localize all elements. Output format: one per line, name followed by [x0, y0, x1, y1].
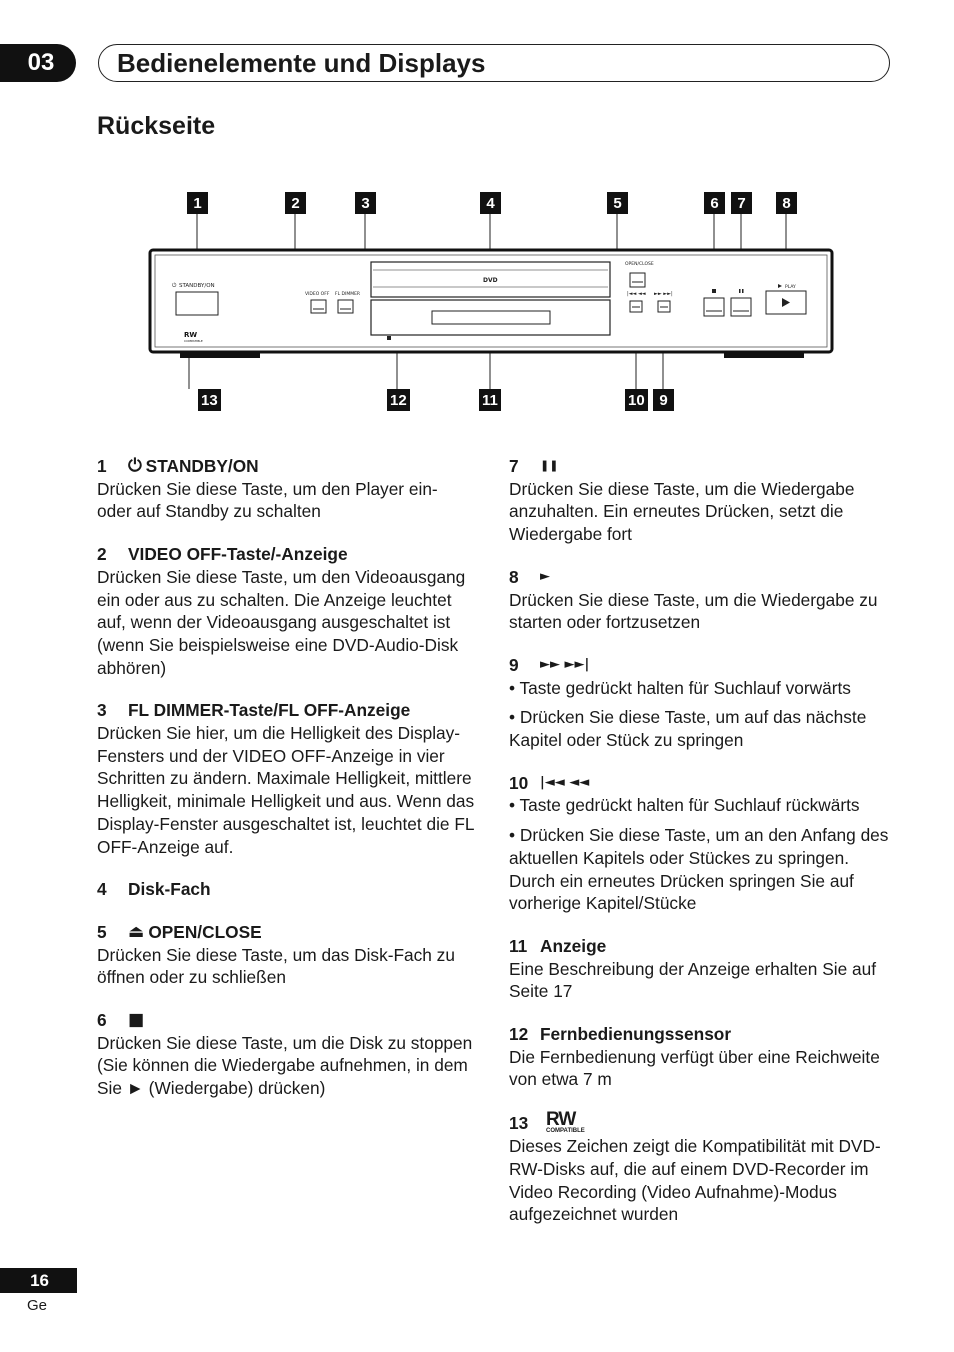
item-text: • Drücken Sie diese Taste, um auf das nächste Kapitel oder Stück zu springen: [509, 707, 867, 751]
item-text: Dieses Zeichen zeigt die Kompatibilität mit DVD-RW-Disks auf, die auf einem DVD-Recorder im Video Recording (Video Aufnahme)-Modus aufgezeichnet wurden: [509, 1136, 881, 1225]
item-text: • Taste gedrückt halten für Suchlauf vorwärts: [509, 677, 851, 698]
left-column: [97, 455, 477, 1120]
item-number: 7: [509, 456, 519, 476]
item-7: [509, 455, 899, 546]
item-title: Anzeige: [540, 935, 607, 956]
item-text: Die Fernbedienung verfügt über eine Reichweite von etwa 7 m: [509, 1046, 880, 1090]
item-text: • Drücken Sie diese Taste, um an den Anfang des aktuellen Kapitels oder Stückes zu springen. Durch ein erneutes Drücken springen Sie auf vorherige Kapitel/Stücke: [509, 825, 889, 914]
section-title: Rückseite: [97, 112, 216, 140]
language-code: Ge: [27, 1297, 48, 1314]
item-title: Fernbedienungssensor: [540, 1024, 732, 1045]
callout-3: 3: [355, 192, 376, 214]
callout-4: 4: [480, 192, 501, 214]
item-text: Eine Beschreibung der Anzeige erhalten Sie auf Seite 17: [509, 958, 876, 1002]
right-column: [509, 455, 899, 1246]
item-5: [97, 921, 477, 989]
item-10: [509, 772, 899, 915]
label-standby: STANDBY/ON: [179, 283, 215, 289]
page-number: 16: [0, 1268, 77, 1293]
dvd-player-front-panel: [0, 0, 954, 440]
eject-icon: ⏏: [128, 921, 145, 942]
item-number: 6: [97, 1010, 107, 1031]
item-number: 3: [97, 700, 107, 721]
item-4: [97, 878, 477, 901]
item-title: OPEN/CLOSE: [148, 921, 262, 942]
item-title: FL DIMMER-Taste/FL OFF-Anzeige: [128, 700, 411, 721]
item-text: Drücken Sie diese Taste, um die Wiedergabe zu starten oder fortzusetzen: [509, 589, 878, 633]
item-12: [509, 1023, 899, 1091]
item-2: [97, 543, 477, 679]
pause-icon: ❚❚: [540, 459, 559, 472]
item-title: Disk-Fach: [128, 879, 211, 900]
callout-1: 1: [187, 192, 208, 214]
item-8: [509, 566, 899, 634]
callout-7: 7: [731, 192, 752, 214]
rw-logo-sub: COMPATIBLE: [184, 339, 203, 343]
item-title: VIDEO OFF-Taste/-Anzeige: [128, 544, 348, 565]
item-number: 12: [509, 1024, 529, 1045]
item-text: Drücken Sie diese Taste, um die Wiedergabe anzuhalten. Ein erneutes Drücken, setzt die Wiedergabe fort: [509, 478, 855, 545]
item-text: • Taste gedrückt halten für Suchlauf rückwärts: [509, 795, 860, 816]
item-number: 8: [509, 566, 519, 587]
item-3: [97, 699, 477, 858]
dvd-logo: DVD: [483, 277, 498, 284]
callout-10: 10: [625, 389, 648, 411]
item-number: 5: [97, 921, 107, 942]
label-open-close: OPEN/CLOSE: [625, 262, 654, 267]
callout-5: 5: [607, 192, 628, 214]
svg-text:|◄◄ ◄◄: |◄◄ ◄◄: [627, 291, 646, 297]
rw-logo: RW: [184, 331, 198, 339]
item-13: [509, 1111, 899, 1226]
item-text: Drücken Sie diese Taste, um den Player ein- oder auf Standby zu schalten: [97, 478, 438, 522]
item-number: 13: [509, 1112, 529, 1133]
item-6: [97, 1009, 477, 1100]
svg-text:⏻: ⏻: [172, 283, 177, 289]
item-text: Drücken Sie diese Taste, um den Videoausgang ein oder aus zu schalten. Die Anzeige leuchtet auf, wenn der Videoausgang ausgeschaltet ist (wenn Sie beispielsweise eine DVD-Audio-Disk abhören): [97, 566, 466, 678]
item-number: 4: [97, 879, 107, 900]
item-text: Drücken Sie diese Taste, um das Disk-Fach zu öffnen oder zu schließen: [97, 944, 455, 988]
item-title: STANDBY/ON: [145, 456, 259, 476]
item-number: 9: [509, 654, 519, 675]
item-text: Drücken Sie diese Taste, um die Disk zu stoppen (Sie können die Wiedergabe aufnehmen, in dem Sie ► (Wiedergabe) drücken): [97, 1032, 473, 1099]
callout-12: 12: [387, 389, 410, 411]
chapter-title: Bedienelemente und Displays: [117, 47, 486, 78]
label-play: PLAY: [785, 285, 796, 290]
stop-icon: ■: [128, 1010, 145, 1031]
power-icon: ⏻: [128, 456, 142, 476]
rw-compatible-logo: [546, 1111, 585, 1135]
callout-9: 9: [653, 389, 674, 411]
rw-logo-sub: COMPATIBLE: [546, 1128, 585, 1135]
label-video-off: VIDEO OFF: [305, 292, 330, 297]
item-number: 2: [97, 544, 107, 565]
play-icon: ►: [540, 568, 550, 584]
callout-13: 13: [198, 389, 221, 411]
callout-6: 6: [704, 192, 725, 214]
item-9: [509, 654, 899, 752]
item-1: [97, 455, 477, 523]
previous-rewind-icon: |◄◄ ◄◄: [540, 774, 590, 790]
item-text: Drücken Sie hier, um die Helligkeit des Display-Fensters und der VIDEO OFF-Anzeige in vier Schritten zu ändern. Maximale Helligkeit, mittlere Helligkeit, minimale Helligkeit und aus. Wenn das Display-Fenster ausgeschaltet ist, leuchtet die FL OFF-Anzeige auf.: [97, 723, 475, 857]
callout-8: 8: [776, 192, 797, 214]
item-number: 1: [97, 456, 107, 476]
rw-logo-text: RW: [546, 1109, 576, 1131]
fast-forward-next-icon: ►► ►►|: [540, 656, 590, 672]
label-fl-dimmer: FL DIMMER: [335, 292, 361, 297]
svg-text:►► ►►|: ►► ►►|: [654, 291, 673, 297]
callout-2: 2: [285, 192, 306, 214]
item-11: [509, 935, 899, 1003]
item-number: 10: [509, 772, 529, 793]
chapter-number-badge: 03: [0, 44, 76, 82]
callout-11: 11: [479, 389, 501, 411]
item-number: 11: [509, 935, 528, 956]
